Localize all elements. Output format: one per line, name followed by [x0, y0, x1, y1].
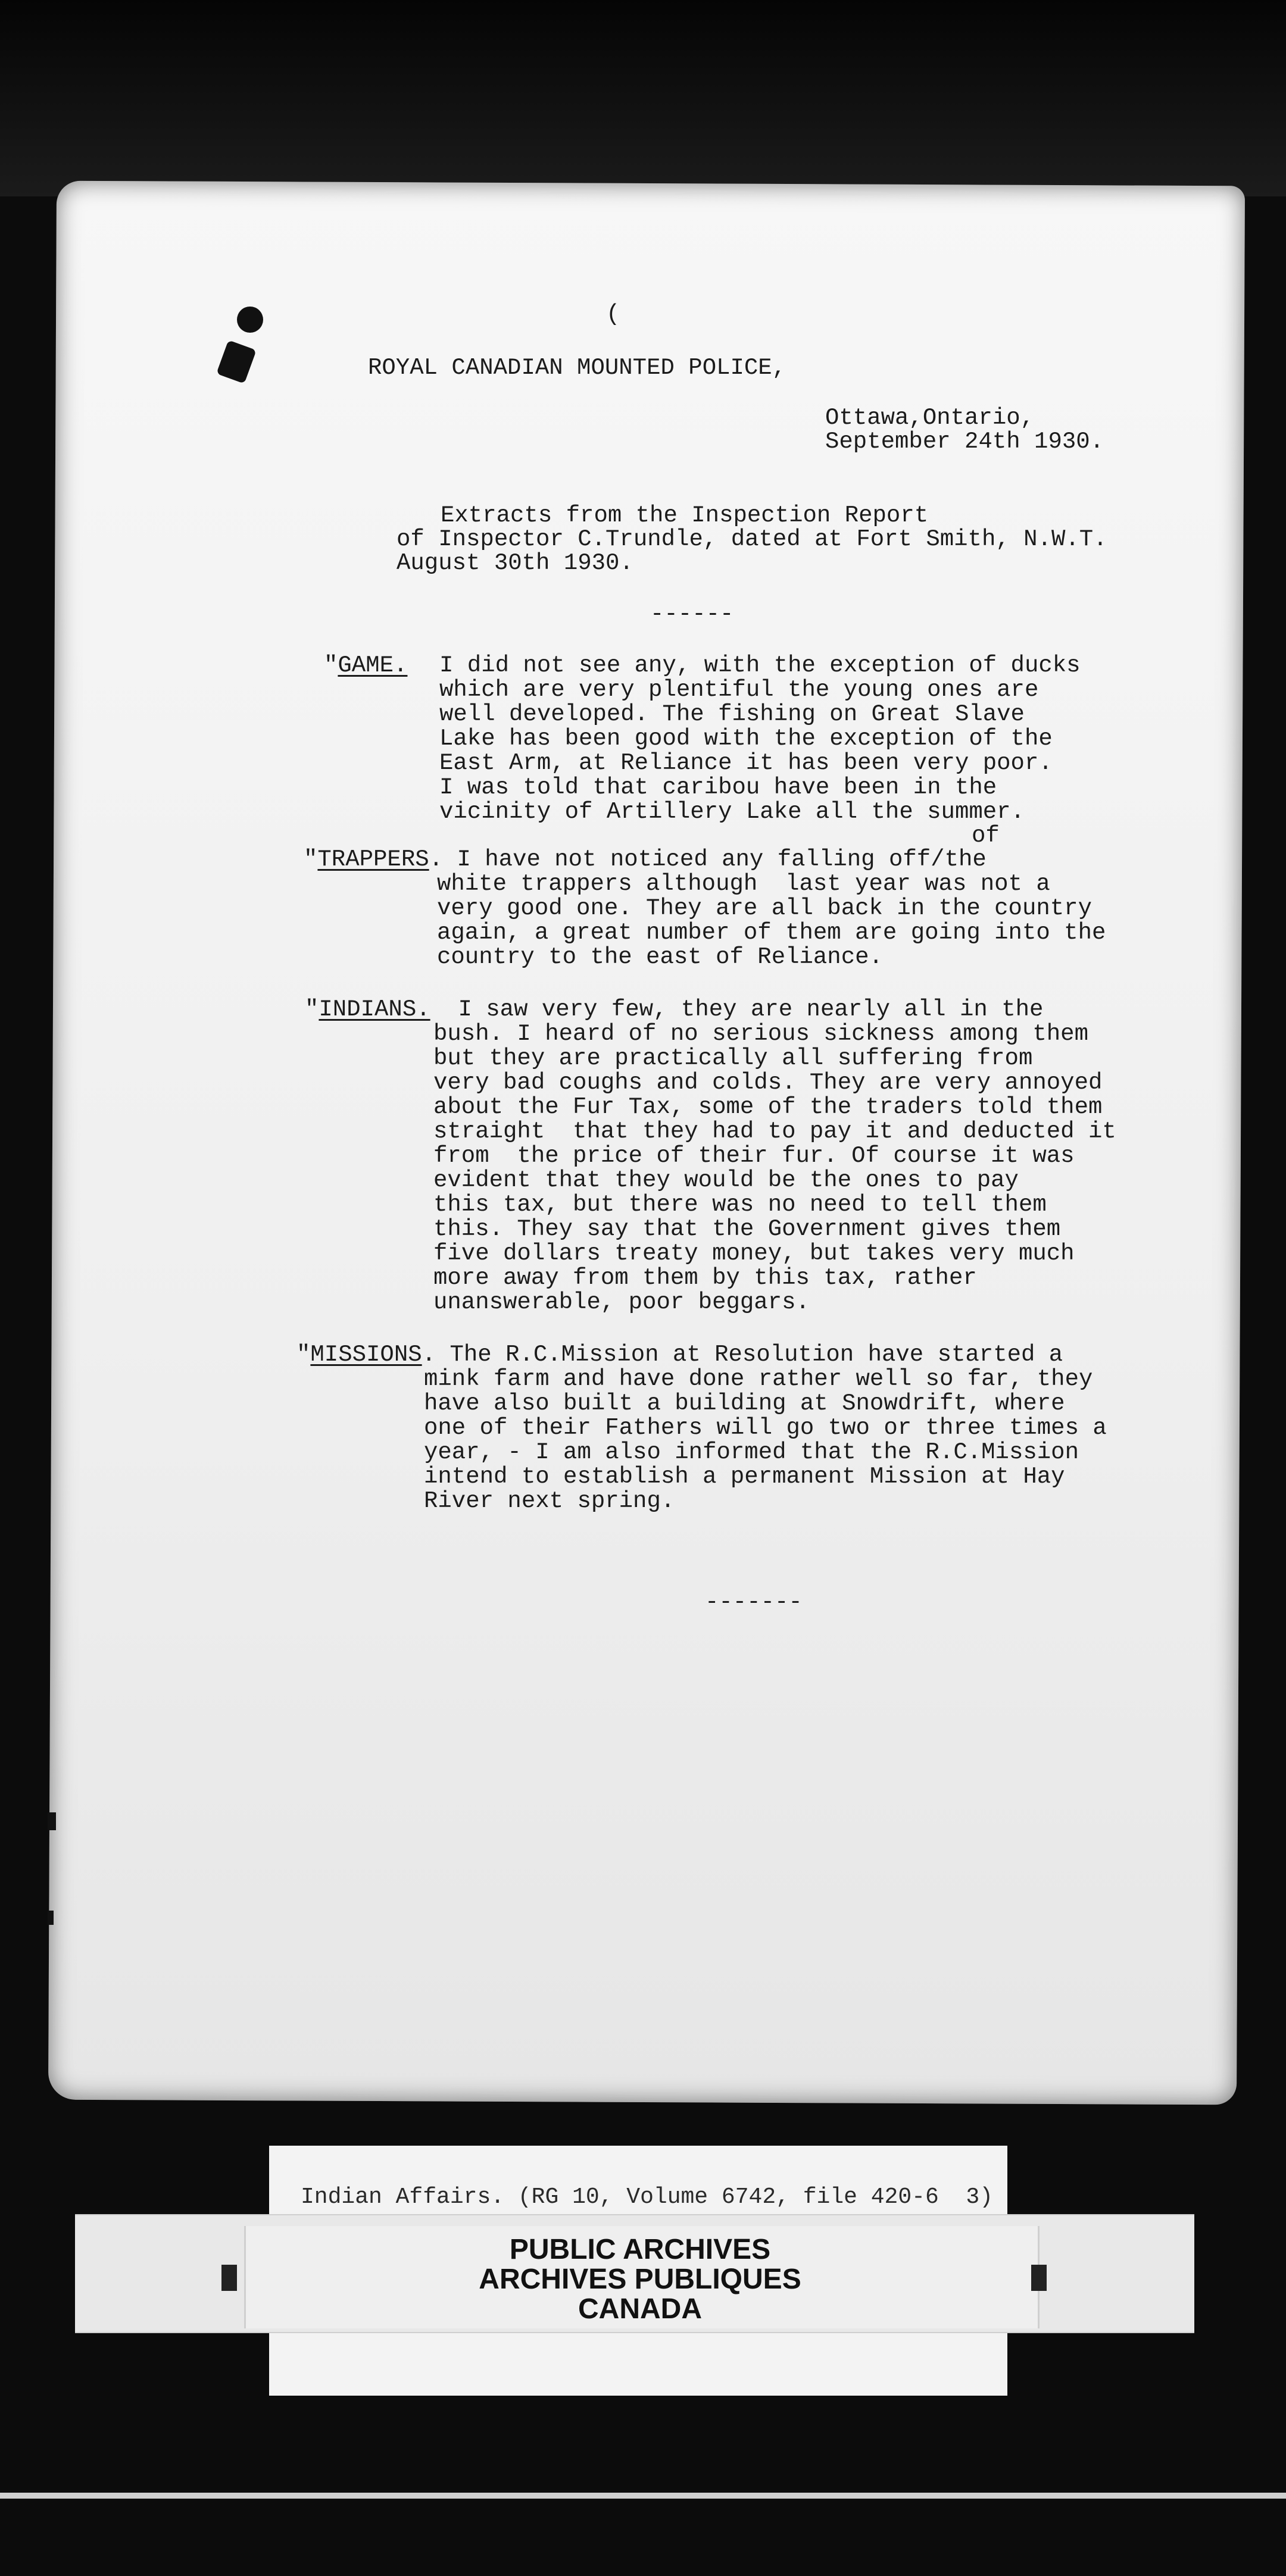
stamp-line: CANADA: [578, 2293, 702, 2325]
body-line: white trappers although last year was not a: [437, 871, 1050, 897]
body-line: River next spring.: [424, 1488, 675, 1514]
body-line: East Arm, at Reliance it has been very poor.: [439, 750, 1053, 776]
body-line: but they are practically all suffering from: [433, 1045, 1033, 1071]
body-line: mink farm and have done rather well so far, they: [424, 1366, 1093, 1392]
body-line: very bad coughs and colds. They are very annoyed: [433, 1070, 1103, 1096]
body-line: evident that they would be the ones to pay: [433, 1167, 1019, 1193]
section-indians: "INDIANS. I saw very few, they are nearly all in the: [305, 996, 1044, 1023]
edge-mark: [48, 1911, 54, 1925]
intro-line: Extracts from the Inspection Report: [441, 502, 929, 529]
body-line: this. They say that the Government gives them: [433, 1216, 1061, 1242]
body-line: well developed. The fishing on Great Slave: [439, 701, 1025, 727]
body-line: Lake has been good with the exception of the: [439, 726, 1053, 752]
body-line: again, a great number of them are going into the: [437, 920, 1106, 946]
intro-line: of Inspector C.Trundle, dated at Fort Smith, N.W.T.: [397, 526, 1107, 552]
body-line: about the Fur Tax, some of the traders told them: [433, 1094, 1103, 1120]
section-game: "GAME.: [324, 652, 408, 679]
body-line: I did not see any, with the exception of ducks: [439, 652, 1081, 679]
stamp-line: PUBLIC ARCHIVES: [509, 2234, 771, 2265]
body-line: very good one. They are all back in the country: [437, 895, 1092, 921]
body-line: from the price of their fur. Of course it was: [433, 1143, 1075, 1169]
body-line: . I have not noticed any falling off/the: [429, 846, 987, 873]
body-line: more away from them by this tax, rather: [433, 1265, 977, 1291]
body-line: country to the east of Reliance.: [437, 944, 883, 970]
section-trappers: "TRAPPERS. I have not noticed any falling off/the: [304, 846, 987, 873]
body-line: have also built a building at Snowdrift, where: [424, 1390, 1065, 1417]
body-line: bush. I heard of no serious sickness among them: [433, 1021, 1088, 1047]
separator: -------: [705, 1589, 803, 1615]
archive-stamp: [244, 2235, 1036, 2324]
scan-edge-strip: [0, 2493, 1286, 2499]
body-line: straight that they had to pay it and deducted it: [433, 1118, 1116, 1145]
section-heading: MISSIONS: [310, 1342, 422, 1368]
section-heading: TRAPPERS: [317, 846, 429, 873]
section-heading: INDIANS.: [319, 996, 430, 1023]
body-line: I was told that caribou have been in the: [439, 774, 997, 801]
clip-mark: [221, 2265, 237, 2291]
organization-heading: ROYAL CANADIAN MOUNTED POLICE,: [368, 355, 786, 381]
stamp-line: ARCHIVES PUBLIQUES: [479, 2264, 801, 2295]
archive-reference: Indian Affairs. (RG 10, Volume 6742, file 420-6 3): [301, 2184, 993, 2210]
scan-background: [0, 0, 1286, 196]
body-line: this tax, but there was no need to tell them: [433, 1192, 1047, 1218]
section-heading: GAME.: [338, 652, 408, 679]
place-line: Ottawa,Ontario,: [825, 405, 1035, 431]
body-line: intend to establish a permanent Mission at Hay: [424, 1464, 1065, 1490]
edge-mark: [48, 1812, 56, 1830]
body-line: which are very plentiful the young ones are: [439, 677, 1039, 703]
punch-hole-mark: [237, 307, 263, 333]
body-line: I saw very few, they are nearly all in the: [458, 996, 1044, 1023]
body-line: vicinity of Artillery Lake all the summer.: [439, 799, 1025, 825]
section-missions: "MISSIONS. The R.C.Mission at Resolution have started a: [296, 1342, 1063, 1368]
handwritten-insert: of: [972, 823, 1000, 849]
separator: ------: [650, 601, 734, 627]
date-line: September 24th 1930.: [825, 429, 1104, 455]
pencil-mark: (: [606, 301, 620, 327]
body-line: one of their Fathers will go two or three times a: [424, 1415, 1107, 1441]
body-line: . The R.C.Mission at Resolution have started a: [422, 1342, 1063, 1368]
intro-line: August 30th 1930.: [397, 550, 633, 576]
body-line: unanswerable, poor beggars.: [433, 1289, 810, 1315]
body-line: five dollars treaty money, but takes very much: [433, 1240, 1075, 1267]
body-line: year, - I am also informed that the R.C.Mission: [424, 1439, 1079, 1465]
